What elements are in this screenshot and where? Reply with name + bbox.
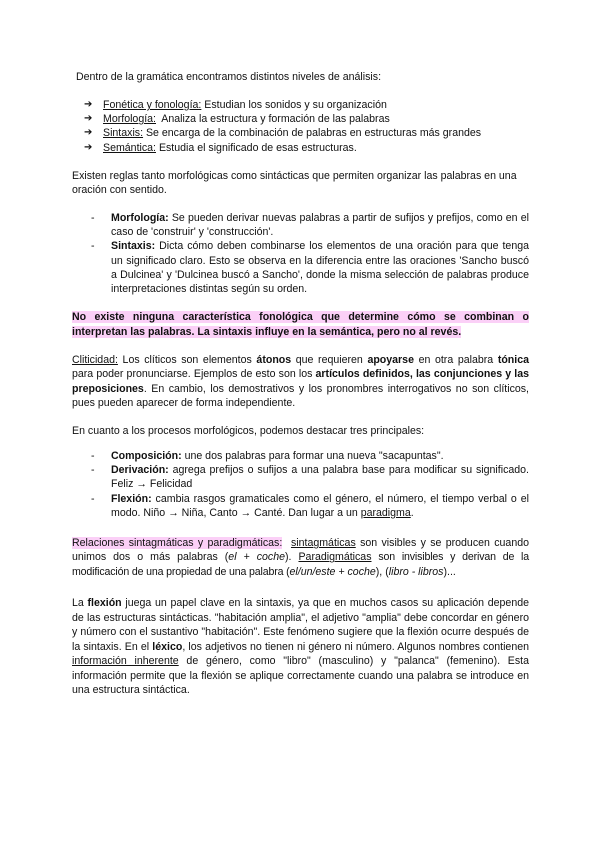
dash-bullet: -	[91, 492, 95, 505]
list-item	[72, 112, 529, 126]
proceso-term: Composición:	[111, 450, 182, 462]
sintagmaticas-term: sintagmáticas	[290, 537, 356, 549]
list-item	[72, 211, 529, 239]
paradigmaticas-term: Paradigmáticas	[298, 551, 372, 564]
list-item	[72, 141, 529, 155]
italic-run: el + coche	[228, 551, 285, 564]
dash-bullet: -	[91, 212, 95, 224]
list-item	[72, 239, 529, 296]
list-item	[72, 98, 529, 112]
level-desc: Estudian los sonidos y su organización	[201, 99, 387, 111]
rule-term: Sintaxis:	[111, 240, 156, 253]
proceso-desc: cambia rasgos gramaticales como el género, el número, el tiempo verbal o el modo. Niño → Niña, Canto → Canté. Dan lugar a un	[111, 492, 529, 519]
relaciones-label: Relaciones sintagmáticas y paradigmáticas:	[72, 537, 283, 549]
procesos-intro-paragraph: En cuanto a los procesos morfológicos, podemos destacar tres principales:	[72, 425, 425, 437]
informacion-inherente-term: información inherente	[72, 655, 179, 667]
list-item	[72, 463, 529, 491]
text-run: , los adjetivos no tienen ni género ni número. Algunos nombres contienen	[182, 640, 529, 653]
intro-paragraph: Dentro de la gramática encontramos distintos niveles de análisis:	[76, 71, 382, 83]
bold-run: apoyarse	[367, 354, 414, 366]
rule-desc: Se pueden derivar nuevas palabras a partir de sufijos y prefijos, como en el caso de 'construir' y 'construcción'.	[111, 212, 529, 239]
dash-bullet: -	[91, 240, 95, 253]
text-run: son visibles y se producen cuando unimos dos o más palabras (	[72, 537, 530, 564]
rules-list	[72, 211, 529, 296]
italic-run: el/un/este + coche	[289, 565, 376, 578]
level-term: Sintaxis:	[103, 127, 144, 140]
arrow-right-icon: ➔	[84, 141, 93, 153]
cliticidad-term: Cliticidad:	[72, 354, 118, 366]
proceso-term: Flexión:	[111, 492, 152, 505]
list-item	[72, 126, 529, 140]
highlight-statement	[72, 310, 529, 339]
text-run: juega un papel clave en la sintaxis, ya que en muchos casos su aplicación depende de las estructuras sintácticas. "habitación amplia", el adjetivo "amplia" debe concordar en género y número con el sustantivo "habitación". Este fenómeno sugiere que la flexión ocurre después de la sintaxis. En el	[72, 597, 529, 653]
text-run: . En cambio, los demostrativos y los pronombres interrogativos no son clíticos, pues pueden aparecer de forma independiente.	[72, 382, 529, 410]
rule-desc: Dicta cómo deben combinarse los elementos de una oración para que tenga un significado claro. Esto se observa en la diferencia entre las oraciones 'Sancho buscó a Dulcinea' y 'Dulcinea buscó a Sancho', donde la misma selección de palabras produce interpretaciones distintas según su orden.	[111, 240, 529, 296]
level-term: Fonética y fonología:	[103, 99, 202, 111]
level-desc: Analiza la estructura y formación de las palabras	[156, 113, 390, 126]
bold-run: tónica	[497, 354, 530, 366]
proceso-term: Derivación:	[111, 464, 169, 477]
level-term: Morfología:	[103, 113, 156, 126]
bold-run: léxico	[152, 640, 183, 653]
flexion-paragraph	[72, 596, 529, 698]
level-desc: Se encarga de la combinación de palabras en estructuras más grandes	[143, 127, 482, 140]
levels-list	[72, 98, 529, 155]
text-run: en otra palabra	[413, 354, 498, 366]
italic-run: libro - libros	[388, 565, 444, 578]
text-run: ), (	[375, 565, 389, 578]
dash-bullet: -	[91, 464, 95, 477]
arrow-right-icon: ➔	[84, 113, 93, 125]
text-run: )...	[443, 565, 456, 578]
proceso-end: .	[410, 506, 414, 519]
rules-intro-paragraph: Existen reglas tanto morfológicas como sintácticas que permiten organizar las palabras en una oración con sentido.	[72, 170, 517, 197]
highlight-line-2: interpretan las palabras. La sintaxis influye en la semántica, pero no al revés.	[72, 325, 462, 338]
text-run: para poder pronunciarse. Ejemplos de esto son los	[72, 368, 316, 381]
dash-bullet: -	[91, 450, 95, 462]
level-desc: Estudia el significado de esas estructuras.	[156, 141, 357, 154]
relaciones-paragraph	[72, 536, 529, 579]
highlight-line-1: No existe ninguna característica fonológica que determine cómo se combinan o	[72, 311, 529, 323]
text-run	[282, 537, 291, 549]
bold-run: flexión	[87, 597, 122, 609]
proceso-desc: une dos palabras para formar una nueva "sacapuntas".	[181, 450, 444, 462]
text-run: ).	[285, 551, 299, 564]
arrow-right-icon: ➔	[84, 127, 93, 139]
cliticidad-paragraph	[72, 353, 529, 411]
paradigma-link: paradigma	[360, 506, 411, 519]
rule-term: Morfología:	[111, 212, 169, 224]
text-run: Los clíticos son elementos	[117, 354, 257, 366]
text-run: son invisibles y derivan de la modificación de una propiedad de una palabra (	[72, 551, 529, 578]
bold-run: átonos	[256, 354, 292, 366]
list-item	[72, 492, 529, 520]
list-item	[72, 449, 529, 463]
arrow-right-icon: ➔	[84, 99, 93, 110]
proceso-desc: agrega prefijos o sufijos a una palabra base para modificar su significado. Feliz → Felicidad	[111, 464, 529, 491]
text-run: de género, como "libro" (masculino) y "palanca" (femenino). Esta información permite que la flexión se aplique correctamente cuando una palabra se introduce en una estructura sintáctica.	[72, 655, 529, 696]
procesos-list	[72, 449, 529, 520]
bold-run: artículos definidos, las conjunciones y las preposiciones	[72, 368, 529, 395]
text-run: que requieren	[291, 354, 368, 366]
level-term: Semántica:	[103, 141, 156, 154]
text-run: La	[72, 597, 88, 609]
